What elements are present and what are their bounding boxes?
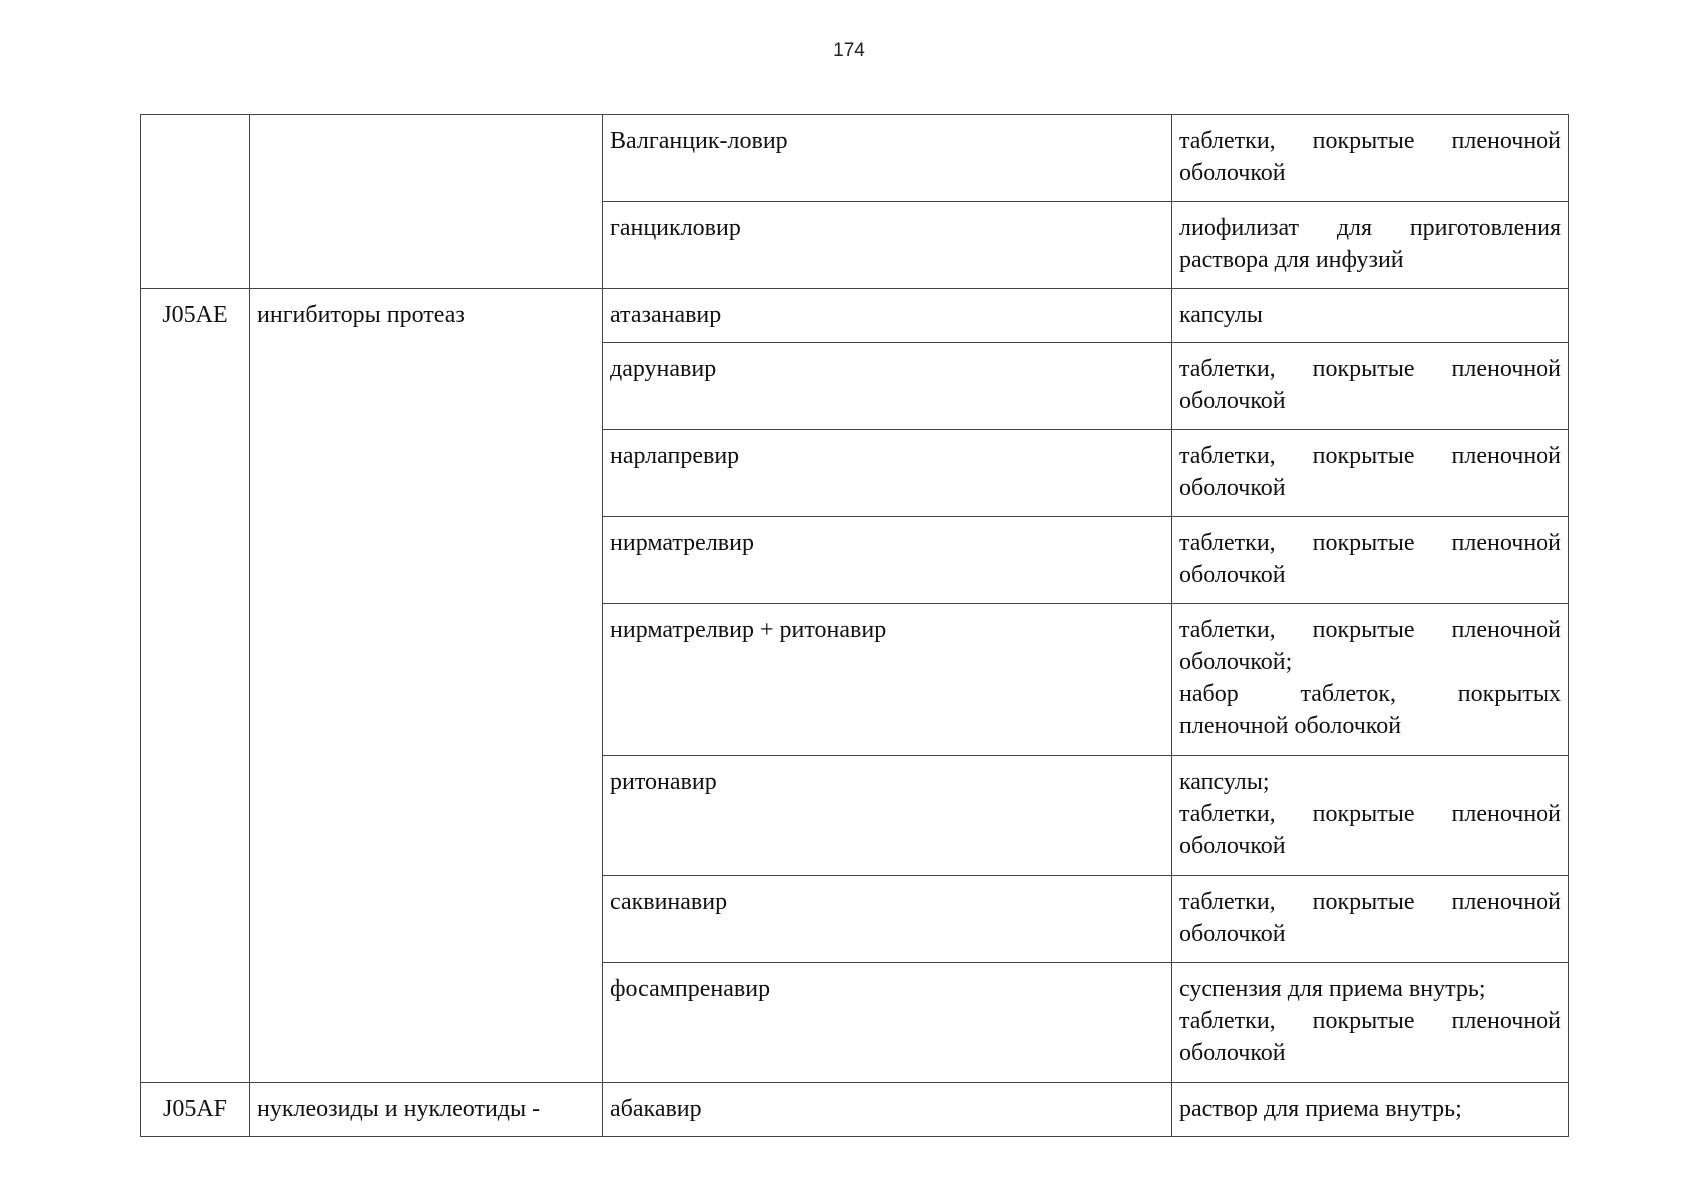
drug-name-cell: нирматрелвир + ритонавир [603, 604, 1172, 756]
dosage-form-line: набор таблеток, покрытых [1179, 681, 1561, 707]
dosage-form-line: оболочкой [1179, 160, 1286, 186]
group-cell [250, 115, 603, 289]
table-row [141, 1083, 1569, 1137]
drug-table [140, 114, 1569, 1137]
dosage-form-cell [1172, 963, 1569, 1083]
dosage-form-line: капсулы; [1179, 769, 1270, 795]
dosage-form-line: капсулы [1179, 302, 1263, 328]
dosage-form-line: оболочкой [1179, 475, 1286, 501]
dosage-form-cell [1172, 517, 1569, 604]
dosage-form-line: таблетки, покрытые пленочной [1179, 617, 1561, 643]
dosage-form-line: таблетки, покрытые пленочной [1179, 801, 1561, 827]
dosage-form-line: таблетки, покрытые пленочной [1179, 530, 1561, 556]
page-number: 174 [833, 40, 865, 61]
dosage-form-line: пленочной оболочкой [1179, 713, 1402, 739]
dosage-form-line: таблетки, покрытые пленочной [1179, 356, 1561, 382]
dosage-form-line: оболочкой [1179, 833, 1286, 859]
group-cell: нуклеозиды и нуклеотиды - [250, 1083, 603, 1137]
drug-name-cell: дарунавир [603, 343, 1172, 430]
dosage-form-cell [1172, 115, 1569, 202]
dosage-form-cell [1172, 289, 1569, 343]
dosage-form-line: таблетки, покрытые пленочной [1179, 128, 1561, 154]
drug-name-cell: ганцикловир [603, 202, 1172, 289]
dosage-form-line: оболочкой [1179, 388, 1286, 414]
group-cell: ингибиторы протеаз [250, 289, 603, 1083]
atc-code-cell: J05AF [141, 1083, 250, 1137]
drug-name-cell: абакавир [603, 1083, 1172, 1137]
dosage-form-line: оболочкой [1179, 1040, 1286, 1066]
drug-name-cell: Валганцик-ловир [603, 115, 1172, 202]
dosage-form-cell [1172, 876, 1569, 963]
dosage-form-cell [1172, 756, 1569, 876]
table-row [141, 115, 1569, 202]
dosage-form-line: оболочкой [1179, 562, 1286, 588]
dosage-form-line: раствора для инфузий [1179, 247, 1404, 273]
drug-name-cell: фосампренавир [603, 963, 1172, 1083]
drug-name-cell: нарлапревир [603, 430, 1172, 517]
atc-code-cell [141, 115, 250, 289]
dosage-form-line: раствор для приема внутрь; [1179, 1096, 1462, 1122]
dosage-form-cell [1172, 1083, 1569, 1137]
atc-code-cell: J05AE [141, 289, 250, 1083]
dosage-form-line: оболочкой; [1179, 649, 1293, 675]
drug-name-cell: ритонавир [603, 756, 1172, 876]
dosage-form-line: таблетки, покрытые пленочной [1179, 889, 1561, 915]
dosage-form-cell [1172, 343, 1569, 430]
drug-name-cell: нирматрелвир [603, 517, 1172, 604]
dosage-form-line: таблетки, покрытые пленочной [1179, 443, 1561, 469]
dosage-form-line: оболочкой [1179, 921, 1286, 947]
dosage-form-cell [1172, 604, 1569, 756]
dosage-form-cell [1172, 430, 1569, 517]
dosage-form-line: таблетки, покрытые пленочной [1179, 1008, 1561, 1034]
table-row [141, 289, 1569, 343]
dosage-form-cell [1172, 202, 1569, 289]
drug-name-cell: саквинавир [603, 876, 1172, 963]
dosage-form-line: суспензия для приема внутрь; [1179, 976, 1486, 1002]
dosage-form-line: лиофилизат для приготовления [1179, 215, 1561, 241]
drug-name-cell: атазанавир [603, 289, 1172, 343]
